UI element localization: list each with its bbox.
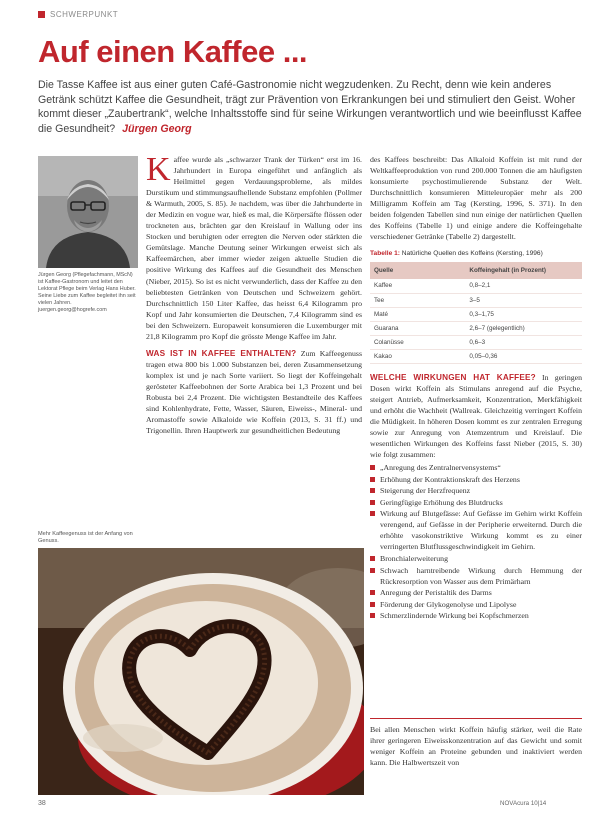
list-item: Erhöhung der Kontraktionskraft des Herzens (370, 474, 582, 485)
table-row (370, 321, 582, 335)
table-cell: 3–5 (465, 293, 582, 307)
kicker-label: SCHWERPUNKT (50, 10, 119, 19)
table-cell: Guarana (370, 321, 465, 335)
coffee-image (38, 548, 364, 795)
intro-paragraph: affee wurde als „schwarzer Trank der Türken“ erst im 16. Jahrhundert in Europa eingeführt und anfänglich als Heilmittel gegen Verdauungsprobleme, als mildes Durstikum und stimmungsaufhellende Substanz empfohlen (Pollmer & Warmuth, 2005, S. 85). Je nachdem, was über die Jahrhunderte in der Medizin en vogue war, hieß es mal, die Körpersäfte flössen oder trockneten aus, brächten gar den Kreislauf in Wallung oder ins Stocken und beruhigten oder erregten die Nerven oder stärkten die Gemütslage. Manche Deutung seiner Wirkungen erweist sich als Kaffeemärchen, aber immer wieder zeigen aktuelle Studien die positive Wirkung des Kaffees auf die Gesundheit des Menschen (Nieber, 2015). So ist es nicht verwunderlich, dass der Kaffee zu den beliebtesten Getränken von Deutschen und Schweizern gehört. Durchschnittlich 150 Liter Kaffee, das heisst 6,4 Kilogramm pro Kopf und Jahr konsumierten die Deutschen, 7,4 Kilogramm sind es bei den Schweizern. Europaweit konsumieren die Luxemburger mit 21,8 Kilogramm pro Kopf die grösste Menge Kaffee im Jahr. (146, 155, 362, 341)
section-kicker (38, 10, 118, 19)
table-caption-text: Natürliche Quellen des Koffeins (Kersting, 1996) (401, 250, 543, 258)
column-right (370, 154, 582, 622)
list-item: Schwach harntreibende Wirkung durch Hemmung der Rückresorption von Wasser aus dem Primärharn (370, 565, 582, 587)
table-header-row (370, 262, 582, 279)
table-cell: Colanüsse (370, 335, 465, 349)
table-cell: 0,05–0,36 (465, 349, 582, 363)
kicker-square-icon (38, 11, 45, 18)
list-item: „Anregung des Zentralnervensystems“ (370, 462, 582, 473)
ingredients-paragraph: Zum Kaffeegenuss tragen etwa 800 bis 1.000 Substanzen bei, deren Zusammensetzung komplex ist und je nach Sorte variiert. So liegt der Koffeingehalt gerösteter Kaffeebohnen der Sorte Arabica bei 1,3 Prozent und bei Robusta bei 2,4 Prozent. Die wichtigsten Bestandteile des Kaffees sind Kohlenhydrate, Fette, Wasser, Säuren, Eiweiss-, Mineral- und Aromastoffe sowie Alkaloide wie Koffein (2013, S. 31 ff.) und Trigonellin. Ihren Hauptwerk zur gesundheitlichen Bedeutung (146, 348, 362, 436)
table-header-source: Quelle (370, 262, 465, 279)
list-item: Bronchialerweiterung (370, 553, 582, 564)
table-row (370, 279, 582, 293)
coffee-caption: Mehr Kaffeegenuss ist der Anfang von Genuss. (38, 531, 133, 545)
caffeine-sources-table (370, 262, 582, 363)
list-item: Geringfügige Erhöhung des Blutdrucks (370, 497, 582, 508)
list-item: Anregung der Peristaltik des Darms (370, 587, 582, 598)
table-row (370, 349, 582, 363)
list-item: Steigerung der Herzfrequenz (370, 485, 582, 496)
table-row (370, 293, 582, 307)
table-label: Tabelle 1: (370, 250, 400, 258)
list-item: Förderung der Glykogenolyse und Lipolyse (370, 599, 582, 610)
caffeine-paragraph: des Kaffees beschreibt: Das Alkaloid Koffein ist mit rund der Weltkaffeeproduktion von rund 200.000 Tonnen die am häufigsten konsumierte psychostimulierende Substanz der Welt. Durchschnittlich konsumieren Mitteleuropäer mehr als 200 Milligramm Koffein am Tag (Kersting, 1996, S. 371). In den beiden folgenden Tabellen sind nun einige der natürlichen Quellen des Koffeins (Tabelle 1) und einige andere die Koffeingehalte verschiedener Getränke (Tabelle 2) dargestellt. (370, 155, 582, 242)
subhead-ingredients: WAS IST IN KAFFEE ENTHALTEN? (146, 348, 297, 358)
author-caption: Jürgen Georg (Pflegefachmann, MScN) ist Kaffee-Gastronom und leitet den Lektorat Pflege beim Verlag Hans Huber. Seine Liebe zum Kaffee begleitet ihn seit vielen Jahren. juergen.georg@hogrefe.com (38, 272, 136, 313)
lead-text: Die Tasse Kaffee ist aus einer guten Café-Gastronomie nicht wegzudenken. Zu Recht, denn wie kein anderes Getränk schützt Kaffee die Gesundheit, trägt zur Prävention von Erkrankungen bei und stimuliert den Geist. Woher kommt dieser „Zaubertrank“, welche Inhaltsstoffe sind für seine Wirkungen verantwortlich und wie beeinflusst Kaffee die Gesundheit? (38, 79, 582, 135)
article-headline: Auf einen Kaffee ... (38, 34, 308, 69)
table-cell: 0,3–1,75 (465, 307, 582, 321)
table-header-content: Koffeingehalt (in Prozent) (465, 262, 582, 279)
effects-list (370, 462, 582, 621)
table-cell: Maté (370, 307, 465, 321)
article-lead (38, 78, 583, 136)
list-item: Schmerzlindernde Wirkung bei Kopfschmerzen (370, 610, 582, 621)
author-photo (38, 156, 138, 268)
table-cell: Tee (370, 293, 465, 307)
dropcap: K (146, 151, 171, 188)
list-item: Wirkung auf Blutgefässe: Auf Gefässe im Gehirn wirkt Koffein verengend, auf Gefässe in der Peripherie erweiternd. Durch die erhöhte vasokonstriktive Wirkung kommt es zu einer verringerten Blutflussgeschwindigkeit im Gehirn. (370, 508, 582, 552)
table-cell: 0,6–3 (465, 335, 582, 349)
page-number: 38 (38, 800, 46, 807)
latte-heart-icon (38, 548, 364, 795)
table-row (370, 335, 582, 349)
column-left (146, 151, 362, 436)
table-cell: Kaffee (370, 279, 465, 293)
closing-divider (370, 718, 582, 719)
lead-author: Jürgen Georg (122, 122, 192, 135)
table-row (370, 307, 582, 321)
effects-paragraph: In geringen Dosen wirkt Koffein als Stimulans anregend auf die Psyche, steigert Antrieb, Aufmerksamkeit, Konzentration, Merkfähigkeit und erhöht die Wachheit (Wallreak. Gleichzeitig verringert Koffein die Müdigkeit. In höheren Dosen kommt es zur zentralen Erregung sowie zur Anregung von Atemzentrum und Kreislauf. Die wesentlichen Wirkungen des Koffeins fasst Nieber (2015, S. 30) wie folgt zusammen: (370, 372, 582, 460)
table-cell: Kakao (370, 349, 465, 363)
magazine-issue: NOVAcura 10|14 (500, 800, 547, 807)
author-portrait-icon (38, 156, 138, 268)
table-caption (370, 248, 582, 259)
closing-paragraph: Bei allen Menschen wirkt Koffein häufig stärker, weil die Rate ihrer geringeren Eiweisskonzentration auf das Gewicht und somit weniger Koffein an Proteine gebunden und inaktiviert werden kann. Die Halbwertszeit von (370, 725, 582, 768)
table-cell: 2,6–7 (gelegentlich) (465, 321, 582, 335)
table-cell: 0,8–2,1 (465, 279, 582, 293)
subhead-effects: WELCHE WIRKUNGEN HAT KAFFEE? (370, 372, 536, 382)
